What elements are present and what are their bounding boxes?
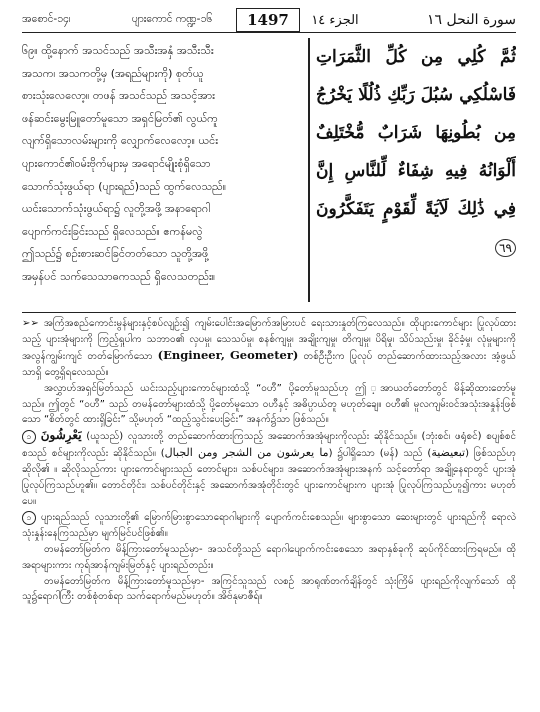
arabic-heading: يَعْرِشُونَ xyxy=(40,428,82,443)
arabic-quote: ما يعرشون من الشجر ومن الجبال xyxy=(164,446,329,460)
translation-line: အသက၊ အသကတို့မှ (အရည်များကို) စုတ်ယူ xyxy=(22,66,204,80)
translation-text xyxy=(22,40,300,304)
commentary-paragraph: တမန်တော်မြတ်က မိန့်ကြားတော်မူသည်မှာ- အကြင်သူသည် လစဉ် အာရုဏ်တက်ချိန်တွင် သုံးကြိမ် ပျားရည်ကိုလျက်သော် ထိုသူ၌ရောဂါကြီး တစ်စုံတစ်ရာ သက်ရောက်မည်မဟုတ်။ အိဗ်နုမာဇီရ်။ xyxy=(22,575,516,603)
translation-line: အမှန်ပင် သက်သေသာဓကသည် ရှိလေသတည်း။ xyxy=(22,269,216,283)
translation-line: လျက်ရှိသောလမ်းများကို လျှောက်လေလော့။ ယင်း xyxy=(22,134,219,148)
translation-line: သောက်သုံးဖွယ်ရာ (ပျားရည်)သည် ထွက်လေသည်။ xyxy=(22,179,227,193)
commentary-text: တစ်ဦးဦးက ပြုလုပ် တည်ဆောက်ထားသည့်အလား အံ့ဖွယ်သာရှိ တွေ့ရှိရလေသည်။ xyxy=(22,350,516,378)
commentary xyxy=(22,316,516,704)
commentary-text: ပျားရည်သည် လူသားတို့၏ မြောက်မြားစွာသောရောဂါများကို ပျောက်ကင်းစေသည်။ များစွာသော ဆေးများတွင် ပျားရည်ကို ရောလဲသုံးနှုန်းနေကြသည်မှာ မျက်မြင်ပင်ဖြစ်၏။ xyxy=(22,511,516,539)
translation-line: ယင်းသောက်သုံးဖွယ်ရာ၌ လူတို့အဖို့ အနာရောဂါ xyxy=(22,202,211,216)
latin-term: (Engineer, xyxy=(157,347,225,362)
translation-line: ပျားကောင်၏ဝမ်းဗိုက်များမှ အရောင်မျိုးစုံရှိသော xyxy=(22,156,211,170)
arabic-term: تبعيضية xyxy=(431,446,466,460)
arrow-marker-icon: ➢➢ xyxy=(22,318,39,329)
commentary-text: (ယူသည်) လူသားတို့ တည်ဆောက်ထားကြသည့် အဆောက်အအုံများကိုလည်း ဆိုနိုင်သည်။ (ဘုံးစင်၊ ဖရုံစင်) စပျစ်စင်စသည် စင်များကိုလည်း ဆိုနိုင်သည်။ ( xyxy=(22,431,516,460)
verse-block xyxy=(22,36,516,308)
latin-term: Geometer) xyxy=(229,347,299,362)
commentary-text: ) ၌ပါရှိသော (မန်) သည် ( xyxy=(328,448,432,460)
section-divider xyxy=(22,312,516,313)
translation-line: ဖန်ဆင်းမွေးမြူတော်မူသော အရှင်မြတ်၏ လွယ်ကူ xyxy=(22,111,218,125)
page-header xyxy=(22,8,516,33)
arabic-verse xyxy=(316,38,516,302)
ayah-number: ٦٩ xyxy=(495,239,516,257)
commentary-paragraph xyxy=(22,316,516,381)
volume-label: အစောင်-၁၄၊ xyxy=(22,12,71,25)
commentary-text: ) ဖြစ်သည်ဟု ဆိုလို၏ ။ ဆိုလိုသည်ကား ပျားကောင်များသည် တောင်များ၊ သစ်ပင်များ၊ အဆောက်အအုံများအနက် သင့်တော်ရာ အချို့နေရာတွင် ပျားအုံ ပြုလုပ်ကြသည်ဟူ၏။ တောင်တိုင်း၊ သစ်ပင်တိုင်းနှင့် အဆောက်အအုံတိုင်းတွင် ပျားကောင်များက ပျားအုံ ပြုလုပ်ကြသည်ဟူ၍ကား မဟုတ်ပေ။ xyxy=(22,448,516,507)
commentary-paragraph xyxy=(22,428,516,510)
translation-line: ၆၉။ ထို့နောက် အသင်သည် အသီးအနှံ အသီးသီး xyxy=(22,44,214,57)
footnote-number: ၁ xyxy=(22,511,36,525)
commentary-paragraph: တမန်တော်မြတ်က မိန့်ကြားတော်မူသည်မှာ- အသင်တို့သည် ရောဂါပျောက်ကင်းစေသော အရာနှစ်ခုကို ဆုပ်ကိုင်ထားကြရမည်။ ထိုအရာများကား ကုရ်အာန်ကျမ်းမြတ်နှင့် ပျားရည်တည်း။ xyxy=(22,543,516,571)
commentary-paragraph: အလွှာဟ်အရှင်မြတ်သည် ယင်းသည့်ပျားကောင်များထံသို့ “ဝဟီ” ပို့တော်မူသည်ဟု ဤ ့အာယတ်တော်တွင် မိန့်ဆိုထားတော်မူသည်။ ဤတွင် “ဝဟီ” သည် တမန်တော်များထံသို့ ပို့တော်မူသော ဝဟီနှင့် အဓိပ္ပာယ်တူ မဟုတ်ချေ။ ဝဟီ၏ မူလကျမ်းဝင်အသုံးအနှုန်းဖြစ်သော “စိတ်တွင် ထားရှိခြင်း” သို့မဟုတ် “ထည့်သွင်းပေးခြင်း” အနက်၌သာ ဖြစ်သည်။ xyxy=(22,382,516,426)
surah-label: سورة النحل ١٦ xyxy=(426,12,516,28)
column-divider xyxy=(308,38,310,302)
translation-line: စားသုံးလေလော့။ တဖန် အသင်သည် အသင့်အား xyxy=(22,89,215,103)
footnote-number: ၁ xyxy=(22,430,36,444)
page-number: 1497 xyxy=(236,8,300,32)
juz-label: الجزء ١٤ xyxy=(311,12,359,28)
commentary-paragraph xyxy=(22,510,516,542)
commentary-text: အကြံအစည်ကောင်းမွန်များနှင့်စပ်လျဉ်း၍ ကျမ်းပေါင်းအမြောက်အမြားပင် ရေးသားနှုတ်ကြလေသည်။ ထိုပျားကောင်များ ပြုလုပ်ထားသည့် ပျားအုံများကို ကြည့်ရှုပါက သဘာဝ၏ လှပမှု၊ သေသပ်မှု၊ စနစ်ကျမှု၊ အချိုးကျမှု၊ တိကျမှု၊ ပိရိမှု၊ သိပ်သည်းမှု၊ ခိုင်ခံ့မှု၊ လုံမှုများကို အလွန်ကျွမ်းကျင် တတ်မြောက်သော xyxy=(22,318,516,362)
chapter-label: ပျားကောင် ကဏ္ဍ-၁၆ xyxy=(131,12,213,25)
arabic-verse-text: ثُمَّ كُلِي مِن كُلِّ الثَّمَرَاتِ فَاسْلُكِي سُبُلَ رَبِّكِ ذُلُلًا يَخْرُجُ مِن بُطُونِهَا شَرَابٌ مُّخْتَلِفٌ أَلْوَانُهُ فِيهِ شِفَاءٌ لِّلنَّاسِ إِنَّ فِي ذَٰلِكَ لَآيَةً لِّقَوْمٍ يَتَفَكَّرُونَ xyxy=(316,47,516,219)
translation-line: ပျောက်ကင်းခြင်းသည် ရှိလေသည်။ ဧကန်မလွဲ xyxy=(22,224,203,238)
translation-line: ဤသည်၌ စဉ်းစားဆင်ခြင်တတ်သော သူတို့အဖို့ xyxy=(22,247,209,261)
